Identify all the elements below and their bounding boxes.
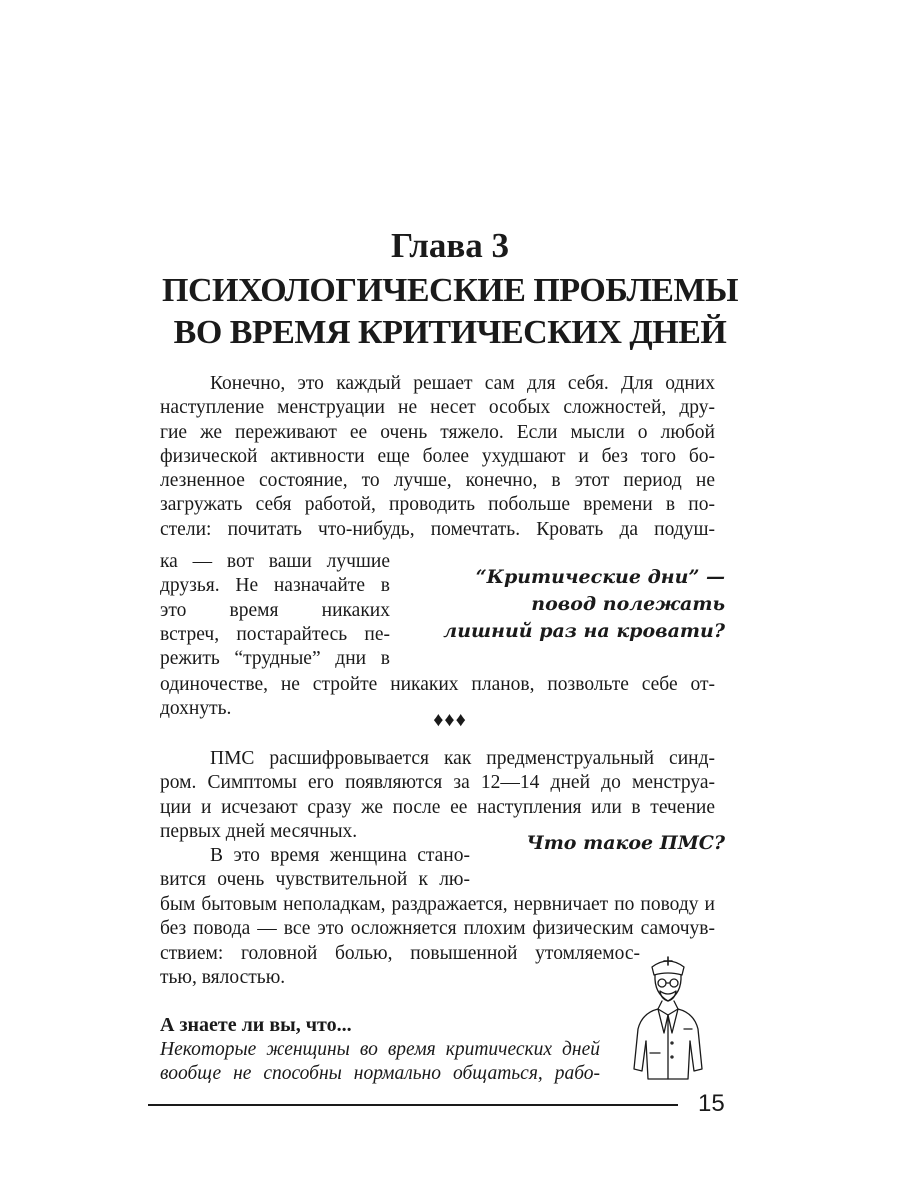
paragraph-3-narrow [160,844,470,893]
paragraph-1 [160,372,715,542]
text-line: лезненное состояние, то лучше, конечно, в этот период не [160,470,715,492]
chapter-title [0,270,900,354]
text-line: встреч, постарайтесь пе- [160,623,390,645]
page-number: 15 [698,1090,725,1117]
text-line: стели: почитать что-нибудь, помечтать. Кровать да подуш- [160,518,715,540]
chapter-title-line: ПСИХОЛОГИЧЕСКИЕ ПРОБЛЕМЫ [162,272,738,309]
text-line: гие же переживают ее очень тяжело. Если мысли о любой [160,421,715,443]
text-line: ПМС расшифровывается как предменструальный синд- [210,748,715,769]
paragraph-3-last [160,942,640,991]
text-line: дохнуть. [160,698,232,720]
chapter-title-line: ВО ВРЕМЯ КРИТИЧЕСКИХ ДНЕЙ [173,314,727,351]
did-you-know-heading: А знаете ли вы, что... [160,1014,352,1036]
text-line: ции и исчезают сразу же после ее наступления или в течение [160,796,715,818]
did-you-know-text [160,1038,600,1087]
text-line: режить “трудные” дни в [160,648,390,670]
text-line: это время никаких [160,599,390,621]
text-line: В это время женщина стано- [210,845,470,866]
margin-note-line: лишний раз на кровати? [443,620,725,642]
text-line: одиночестве, не стройте никаких планов, позвольте себе от- [160,674,715,695]
text-line: Конечно, это каждый решает сам для себя. Для одних [210,373,715,394]
diamond-separator: ♦♦♦ [433,709,467,731]
text-line: ка — вот ваши лучшие [160,551,390,572]
text-line: бым бытовым неполадкам, раздражается, нервничает по поводу и [160,894,715,915]
paragraph-3-end [160,893,715,942]
text-line: ствием: головной болью, повышенной утомляемос- [160,943,640,964]
doctor-illustration [628,945,708,1085]
text-line: наступление менструации не несет особых сложностей, дру- [160,397,715,419]
text-line: физической активности еще более ухудшают и без того бо- [160,445,715,467]
text-line: без повода — все это осложняется плохим физическим самочув- [160,918,715,940]
paragraph-1-narrow [160,550,390,671]
margin-note-pms: Что такое ПМС? [526,832,725,854]
text-line: первых дней месячных. [160,820,358,842]
margin-note-critical-days [425,564,725,645]
chapter-label: Глава 3 [390,226,510,265]
margin-note-line: повод полежать [531,593,725,615]
text-line: друзья. Не назначайте в [160,575,390,597]
text-line: тью, вялостью. [160,967,286,989]
footer-rule [148,1104,678,1106]
text-line: вится очень чувствительной к лю- [160,869,470,891]
margin-note-line: “Критические дни” — [475,566,725,588]
text-line: загружать себя работой, проводить побольше времени в по- [160,494,715,516]
text-line: Некоторые женщины во время критических дней [160,1039,600,1060]
text-line: вообще не способны нормально общаться, рабо- [160,1063,600,1085]
text-line: ром. Симптомы его появляются за 12—14 дней до менструа- [160,772,715,794]
